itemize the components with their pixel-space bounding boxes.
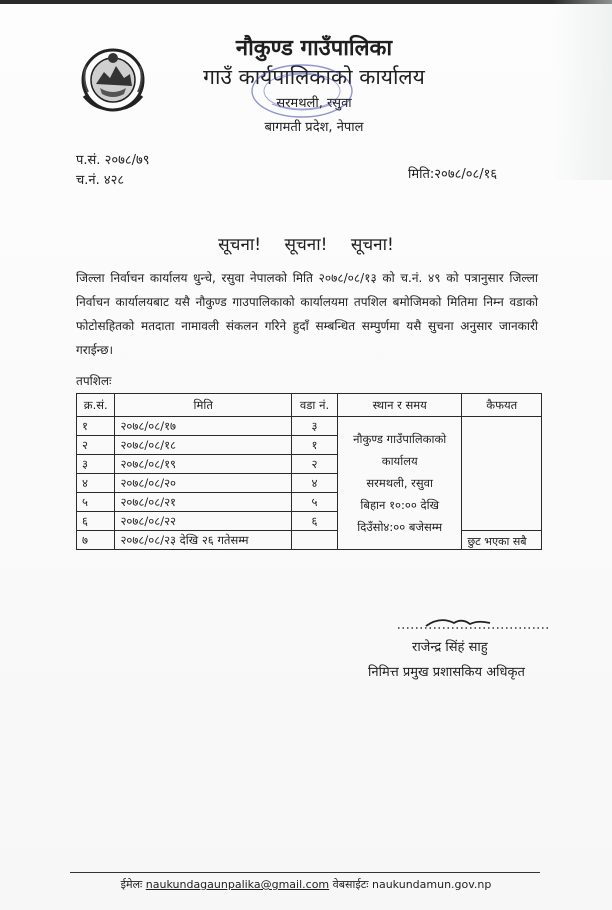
cell-ward: ५ [292, 493, 338, 512]
cell-date: २०७८/०८/१८ [115, 436, 292, 455]
cell-date: २०७८/०८/२० [115, 474, 292, 493]
details-label: तपशिलः [76, 374, 112, 388]
signature-mark-icon [398, 614, 548, 632]
cell-sn: १ [77, 417, 115, 436]
footer-contact [0, 877, 612, 892]
office-name: गाउँ कार्यपालिकाको कार्यालय [203, 65, 425, 89]
place-time-cell [337, 417, 461, 550]
place-line: सरमथली, रसुवा [366, 476, 434, 490]
cell-date: २०७८/०८/२२ [115, 512, 292, 531]
email-label: ईमेलः [120, 878, 143, 891]
notice-body: जिल्ला निर्वाचन कार्यालय धुन्चे, रसुवा नेपालको मिति २०७८/०८/१३ को च.नं. ४९ को पत्रानुसार जिल्ला निर्वाचन कार्यालयबाट यसै नौकुण्ड गाउपालिकाको कार्यालयमा तपशिल बमोजिमको मितिमा निम्न वडाको फोटोसहितको मतदाता नामावली संकलन गरिने हुदाँ सम्बन्धित सम्पुर्णमा यसै सुचना अनुसार जानकारी गराईन्छ। [76, 271, 538, 357]
dispatch-number: च.नं. ४२८ [76, 173, 125, 188]
remark-cell: छुट भएका सबै [462, 531, 542, 550]
office-stamp-icon [246, 60, 358, 122]
place-line: कार्यालय [381, 454, 418, 468]
office-province: बागमती प्रदेश, नेपाल [264, 120, 364, 135]
cell-date: २०७८/०८/१७ [115, 417, 292, 436]
cell-ward: ४ [292, 474, 338, 493]
email-link[interactable]: naukundagaunpalika@gmail.com [145, 878, 330, 891]
table-header-row [77, 394, 542, 417]
cell-ward: २ [292, 455, 338, 474]
table-row [77, 531, 542, 550]
header-ward: वडा नं. [292, 394, 338, 417]
website-text[interactable]: naukundamun.gov.np [372, 878, 492, 891]
cell-sn: ५ [77, 493, 115, 512]
place-line: नौकुण्ड गाउँपालिकाको [353, 432, 447, 446]
schedule-table [76, 393, 542, 550]
cell-sn: ३ [77, 455, 115, 474]
cell-sn: ७ [77, 531, 115, 550]
place-line: दिउँसो४:०० बजेसम्म [357, 520, 443, 534]
header-date: मिति [115, 394, 292, 417]
website-label: वेबसाईटः [332, 878, 369, 891]
signatory-name: राजेन्द्र सिंहं साहु [412, 640, 488, 655]
municipality-title: नौकुण्ड गाउँपालिका [235, 36, 393, 61]
cell-sn: ४ [77, 474, 115, 493]
cell-ward: १ [292, 436, 338, 455]
remark-cell-empty [462, 417, 542, 531]
notice-heading: सूचना! सूचना! सूचना! [218, 235, 394, 255]
cell-date: २०७८/०८/२३ देखि २६ गतेसम्म [115, 531, 292, 550]
header-sn: क्र.सं. [77, 394, 115, 417]
cell-sn: २ [77, 436, 115, 455]
scan-edge [0, 0, 612, 4]
office-address: सरमथली, रसुवा [276, 96, 352, 111]
place-line: बिहान १०:०० देखि [360, 498, 440, 512]
table-row [77, 417, 542, 436]
header-place: स्थान र समय [337, 394, 461, 417]
cell-sn: ६ [77, 512, 115, 531]
cell-ward [292, 531, 338, 550]
signatory-title: निमित्त प्रमुख प्रशासकिय अधिकृत [368, 665, 525, 680]
cell-date: २०७८/०८/१९ [115, 455, 292, 474]
letter-date: मिति:२०७८/०८/१६ [408, 167, 498, 182]
fiscal-year-ref: प.सं. २०७८/७९ [76, 153, 150, 168]
header-remark: कैफयत [462, 394, 542, 417]
cell-ward: ६ [292, 512, 338, 531]
cell-date: २०७८/०८/२१ [115, 493, 292, 512]
footer-divider [70, 872, 540, 873]
cell-ward: ३ [292, 417, 338, 436]
